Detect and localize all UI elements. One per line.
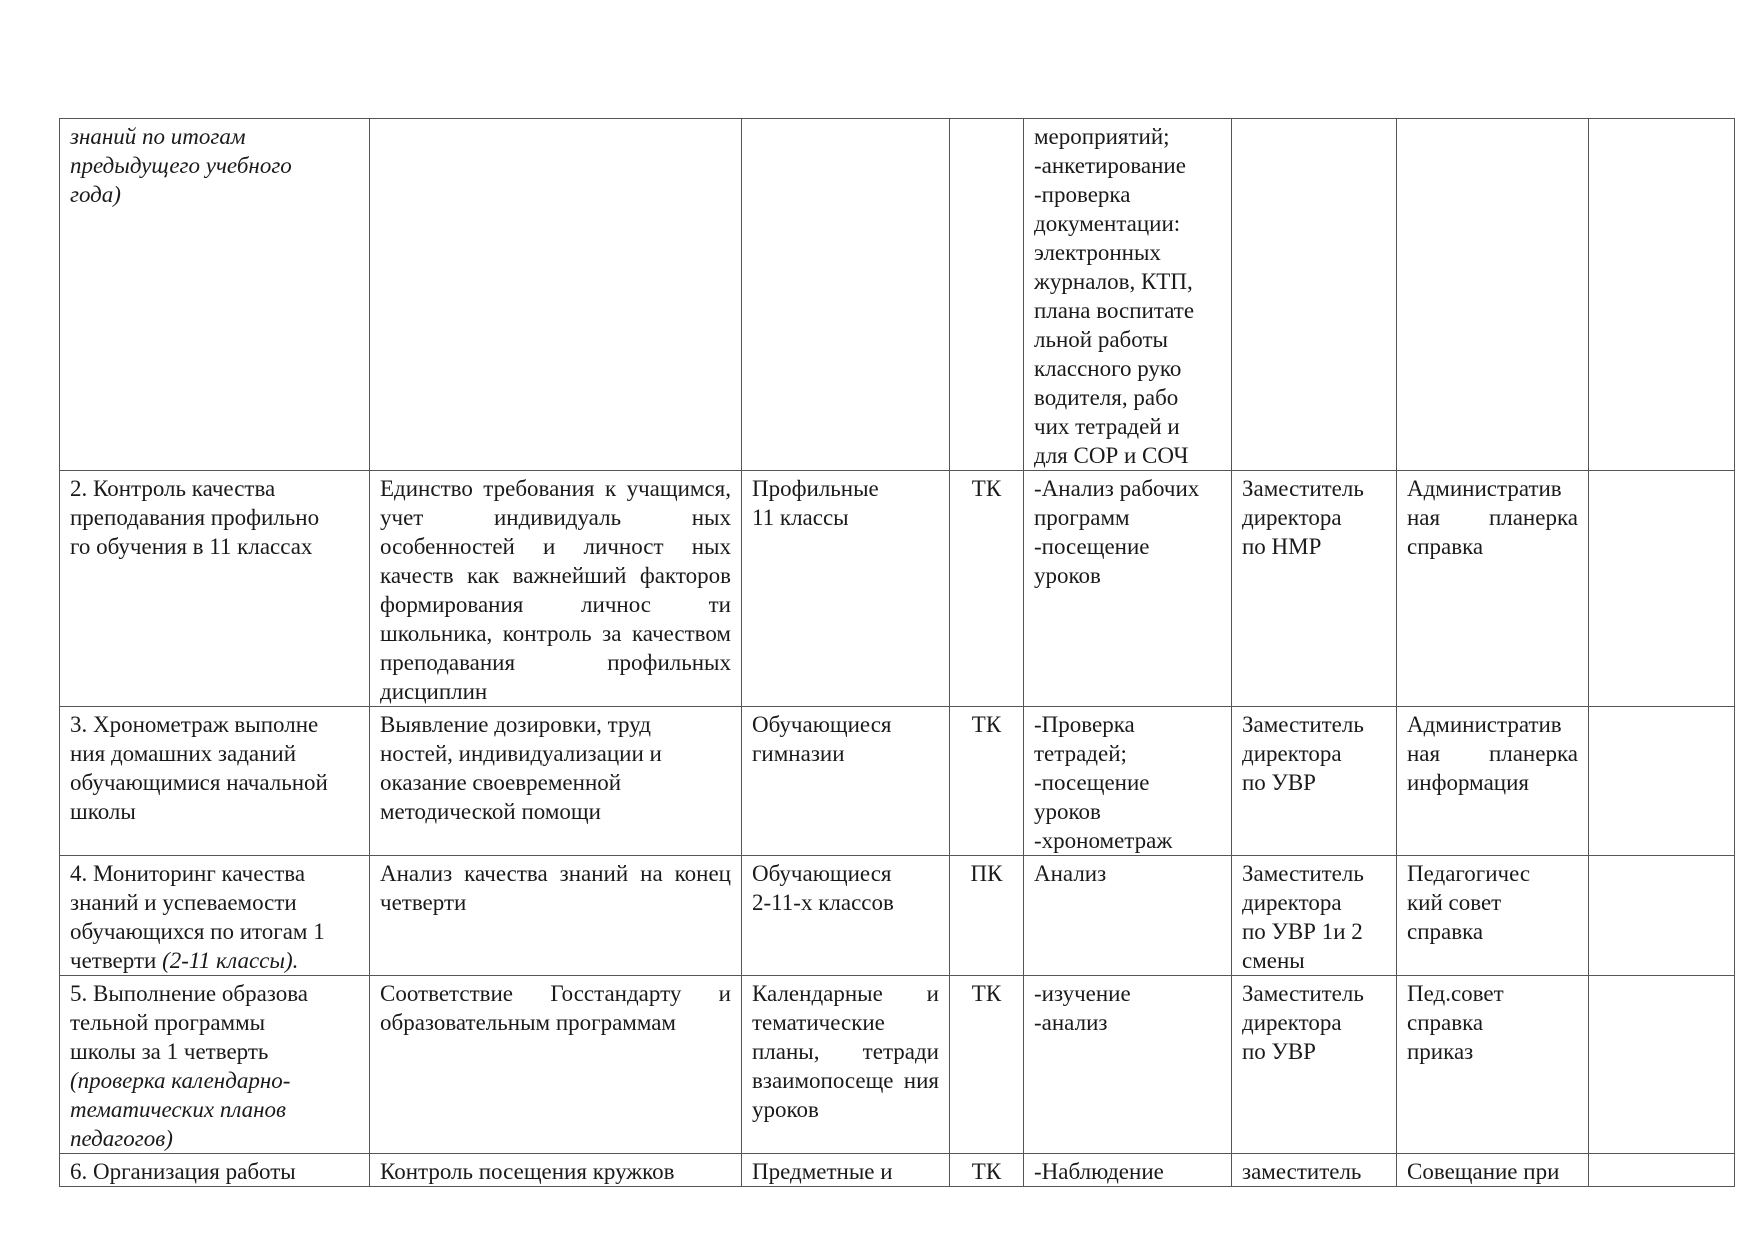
table-row bbox=[60, 976, 1735, 1154]
cell-note bbox=[1589, 1154, 1735, 1187]
cell-result: Пед.совет справка приказ bbox=[1397, 976, 1589, 1154]
cell-object: Профильные 11 классы bbox=[742, 471, 950, 707]
cell-note bbox=[1589, 119, 1735, 471]
table-row bbox=[60, 856, 1735, 976]
cell-result: Административ ная планерка справка bbox=[1397, 471, 1589, 707]
cell-object bbox=[742, 119, 950, 471]
cell-object: Обучающиеся гимназии bbox=[742, 707, 950, 856]
cell-responsible: Заместитель директора по НМР bbox=[1232, 471, 1397, 707]
table-row bbox=[60, 1154, 1735, 1187]
cell-type: ТК bbox=[950, 1154, 1024, 1187]
table-row bbox=[60, 707, 1735, 856]
cell-type: ТК bbox=[950, 471, 1024, 707]
cell-topic bbox=[60, 976, 370, 1154]
cell-note bbox=[1589, 471, 1735, 707]
cell-methods: -Наблюдение bbox=[1024, 1154, 1232, 1187]
table-row bbox=[60, 119, 1735, 471]
cell-type: ТК bbox=[950, 707, 1024, 856]
topic-text: 4. Мониторинг качества знаний и успеваемости обучающихся по итогам 1 четверти bbox=[70, 861, 325, 973]
cell-topic bbox=[60, 119, 370, 471]
cell-topic bbox=[60, 856, 370, 976]
topic-text: 6. Организация работы bbox=[70, 1159, 296, 1184]
cell-type: ПК bbox=[950, 856, 1024, 976]
cell-object: Предметные и bbox=[742, 1154, 950, 1187]
topic-text: 3. Хронометраж выполне ния домашних заданий обучающимися начальной школы bbox=[70, 712, 328, 824]
cell-note bbox=[1589, 707, 1735, 856]
cell-goal: Контроль посещения кружков bbox=[370, 1154, 742, 1187]
cell-result bbox=[1397, 119, 1589, 471]
cell-note bbox=[1589, 856, 1735, 976]
cell-topic bbox=[60, 707, 370, 856]
cell-type: ТК bbox=[950, 976, 1024, 1154]
cell-methods: -изучение -анализ bbox=[1024, 976, 1232, 1154]
cell-topic bbox=[60, 471, 370, 707]
topic-italic-text: (проверка календарно- тематических планов педагогов) bbox=[70, 1068, 291, 1151]
cell-note bbox=[1589, 976, 1735, 1154]
topic-italic-text: (2-11 классы). bbox=[162, 948, 299, 973]
cell-object: Календарные и тематические планы, тетради взаимопосеще ния уроков bbox=[742, 976, 950, 1154]
cell-result: Педагогичес кий совет справка bbox=[1397, 856, 1589, 976]
cell-goal bbox=[370, 119, 742, 471]
cell-object: Обучающиеся 2-11-х классов bbox=[742, 856, 950, 976]
cell-goal: Выявление дозировки, труд ностей, индивидуализации и оказание своевременной методической помощи bbox=[370, 707, 742, 856]
cell-goal: Единство требования к учащимся, учет индивидуаль ных особенностей и личност ных качеств как важнейший факторов формирования личнос ти школьника, контроль за качеством преподавания профильных дисциплин bbox=[370, 471, 742, 707]
table-row bbox=[60, 471, 1735, 707]
cell-result: Административ ная планерка информация bbox=[1397, 707, 1589, 856]
cell-responsible: Заместитель директора по УВР bbox=[1232, 707, 1397, 856]
cell-type bbox=[950, 119, 1024, 471]
control-plan-table bbox=[59, 118, 1735, 1187]
topic-italic-text: знаний по итогам предыдущего учебного года) bbox=[70, 124, 292, 207]
cell-responsible: Заместитель директора по УВР 1и 2 смены bbox=[1232, 856, 1397, 976]
cell-responsible: заместитель bbox=[1232, 1154, 1397, 1187]
cell-goal: Соответствие Госстандарту и образовательным программам bbox=[370, 976, 742, 1154]
cell-methods: -Анализ рабочих программ -посещение уроков bbox=[1024, 471, 1232, 707]
topic-text: 5. Выполнение образова тельной программы школы за 1 четверть bbox=[70, 981, 308, 1064]
cell-methods: -Проверка тетрадей; -посещение уроков -хронометраж bbox=[1024, 707, 1232, 856]
cell-result: Совещание при bbox=[1397, 1154, 1589, 1187]
cell-topic bbox=[60, 1154, 370, 1187]
topic-text: 2. Контроль качества преподавания профильно го обучения в 11 классах bbox=[70, 476, 320, 559]
cell-responsible: Заместитель директора по УВР bbox=[1232, 976, 1397, 1154]
cell-methods: Анализ bbox=[1024, 856, 1232, 976]
cell-methods: мероприятий; -анкетирование -проверка документации: электронных журналов, КТП, плана воспитате льной работы классного руко водителя, рабо чих тетрадей и для СОР и СОЧ bbox=[1024, 119, 1232, 471]
cell-responsible bbox=[1232, 119, 1397, 471]
cell-goal: Анализ качества знаний на конец четверти bbox=[370, 856, 742, 976]
